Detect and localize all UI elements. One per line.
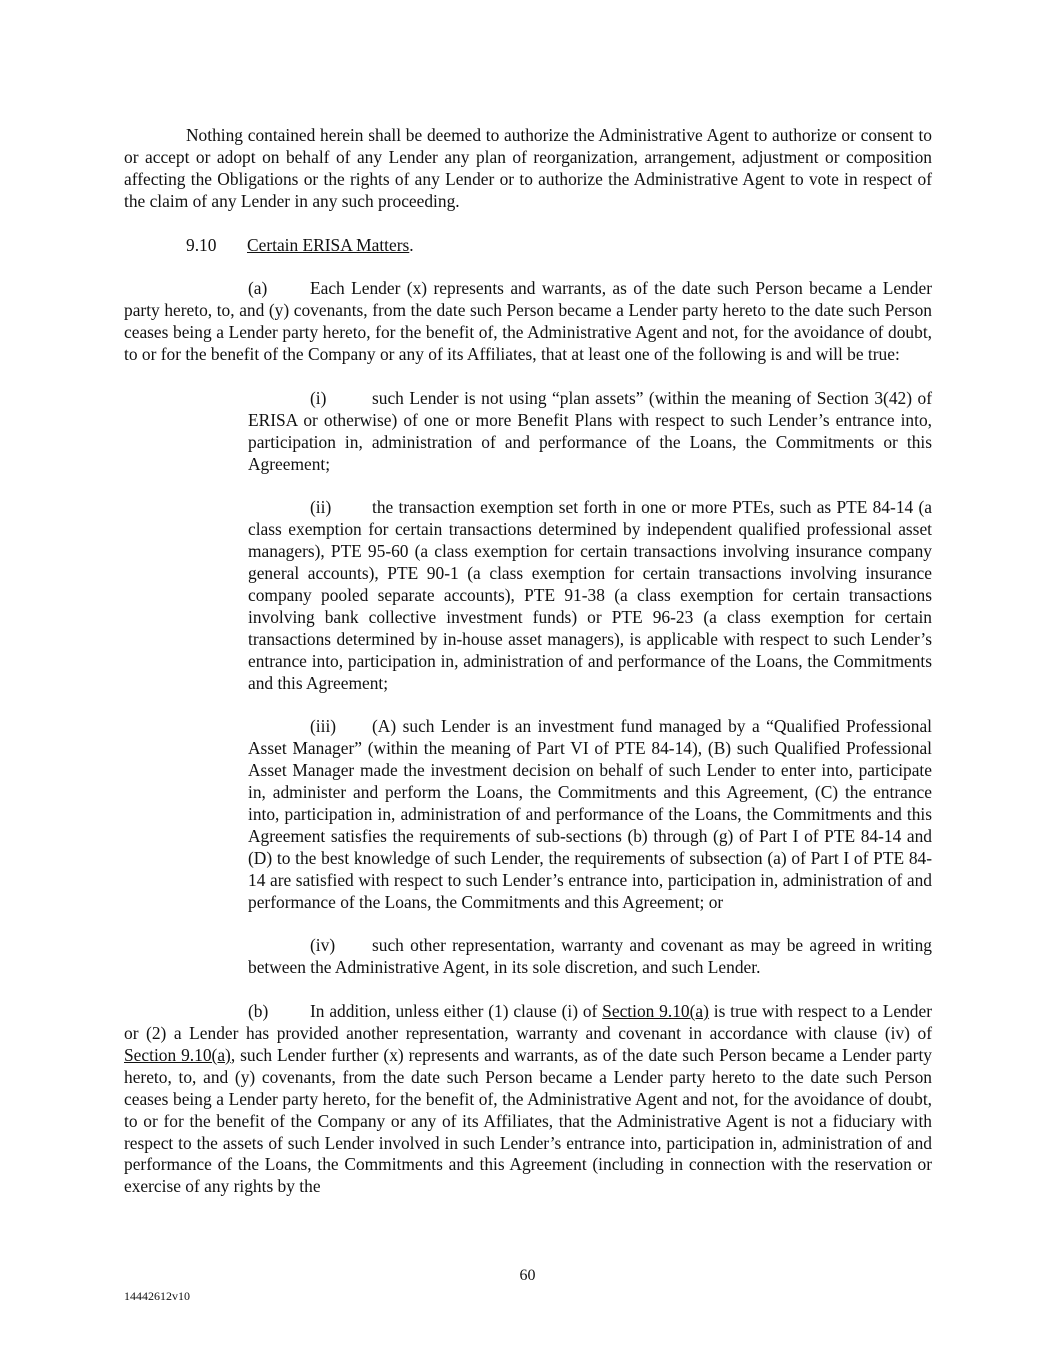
clause-a-text: Each Lender (x) represents and warrants, as of the date such Person became a Lender party hereto, to, and (y) covenants, from the date such Person became a Lender party hereto to the date such Person ceases being a Lender party hereto, for the benefit of, the Administrative Agent and not, for the avoidance of doubt, to or for the benefit of the Company or any of its Affiliates, that at least one of the following is and will be true: — [124, 278, 932, 365]
clause-a — [124, 278, 932, 366]
subclause-text: the transaction exemption set forth in one or more PTEs, such as PTE 84-14 (a class exemption for certain transactions determined by independent qualified professional asset managers), PTE 95-60 (a class exemption for certain transactions involving insurance company general accounts), PTE 90-1 (a class exemption for certain transactions involving insurance company pooled separate accounts), PTE 91-38 (a class exemption for certain transactions involving bank collective investment funds) or PTE 96-23 (a class exemption for certain transactions determined by in-house asset managers), is applicable with respect to such Lender’s entrance into, participation in, administration of and performance of the Loans, the Commitments and this Agreement; — [248, 497, 932, 693]
section-title: Certain ERISA Matters — [247, 234, 410, 255]
subclause-text: such other representation, warranty and covenant as may be agreed in writing between the Administrative Agent, in its sole discretion, and such Lender. — [248, 935, 932, 978]
subclause-label: (iii) — [310, 716, 337, 737]
clause-a-label: (a) — [248, 278, 268, 299]
subclause-i — [248, 388, 932, 476]
subclause-label: (i) — [310, 387, 327, 408]
subclause-label: (iv) — [310, 935, 336, 956]
subclause-text: (A) such Lender is an investment fund managed by a “Qualified Professional Asset Manager” (within the meaning of Part VI of PTE 84-14), (B) such Qualified Professional Asset Manager made the investment decision on behalf of such Lender to enter into, participate in, administer and perform the Loans, the Commitments and this Agreement, (C) the entrance into, participation in, administration of and performance of the Loans, the Commitments and this Agreement satisfies the requirements of sub-sections (b) through (g) of Part I of PTE 84-14 and (D) to the best knowledge of such Lender, the requirements of subsection (a) of Part I of PTE 84-14 are satisfied with respect to such Lender’s entrance into, participation in, administration of and performance of the Loans, the Commitments and this Agreement; or — [248, 716, 932, 912]
page-number: 60 — [519, 1267, 536, 1284]
section-heading: 9.10 Certain ERISA Matters. — [186, 234, 414, 255]
subclause-ii — [248, 497, 932, 694]
clause-b-label: (b) — [248, 1001, 269, 1022]
intro-paragraph: Nothing contained herein shall be deemed to authorize the Administrative Agent to authorize or consent to or accept or adopt on behalf of any Lender any plan of reorganization, arrangement, adjustment or composition affecting the Obligations or the rights of any Lender or to authorize the Administrative Agent to vote in respect of the claim of any Lender in any such proceeding. — [124, 125, 932, 211]
subclause-iii — [248, 716, 932, 913]
body-text — [124, 125, 932, 1198]
document-id: 14442612v10 — [124, 1289, 190, 1303]
subclause-label: (ii) — [310, 497, 332, 518]
subclause-text: such Lender is not using “plan assets” (within the meaning of Section 3(42) of ERISA or otherwise) of one or more Benefit Plans with respect to such Lender’s entrance into, participation in, administration of and performance of the Loans, the Commitments or this Agreement; — [248, 387, 932, 474]
section-number: 9.10 — [186, 234, 217, 255]
section-ref-link[interactable]: Section 9.10(a) — [124, 1044, 231, 1065]
subclause-iv — [248, 935, 932, 979]
clause-b: (b) In addition, unless either (1) clause (i) of Section 9.10(a) is true with respect to a Lender or (2) a Lender has provided another representation, warranty and covenant in accordance with clause (iv) of Section 9.10(a), such Lender further (x) represents and warrants, as of the date such Person became a Lender party hereto, to, and (y) covenants, from the date such Person became a Lender party hereto to the date such Person ceases being a Lender party hereto, for the benefit of, the Administrative Agent and not, for the avoidance of doubt, to or for the benefit of the Company or any of its Affiliates, that the Administrative Agent is not a fiduciary with respect to the assets of such Lender involved in such Lender’s entrance into, participation in, administration of and performance of the Loans, the Commitments and this Agreement (including in connection with the reservation or exercise of any rights by the — [124, 1001, 933, 1197]
section-ref-link[interactable]: Section 9.10(a) — [602, 1001, 709, 1022]
